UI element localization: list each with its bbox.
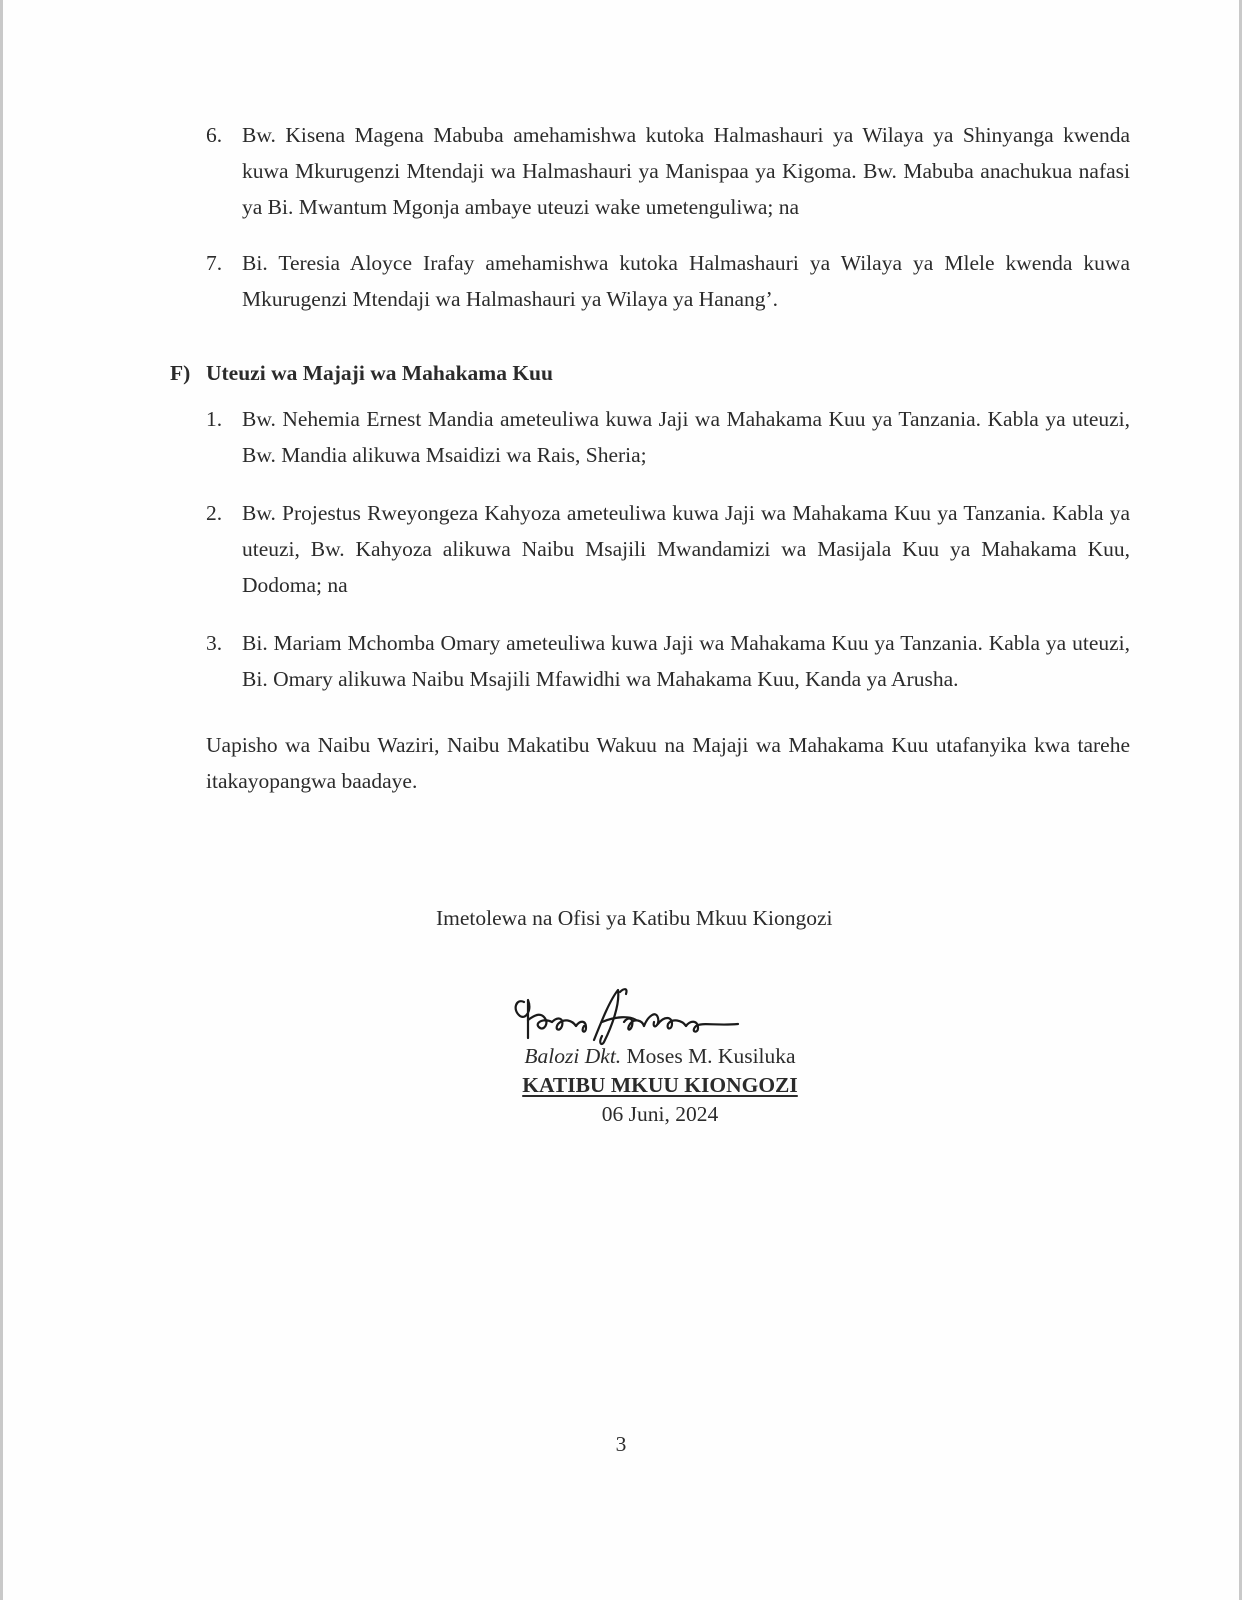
issued-by-line: Imetolewa na Ofisi ya Katibu Mkuu Kiongozi [436, 906, 833, 930]
section-f-item-3 [170, 625, 1130, 697]
list-item-number: 6. [206, 123, 223, 147]
list-item-number: 2. [206, 501, 223, 525]
list-item-number: 1. [206, 407, 223, 431]
list-item-number: 7. [206, 251, 223, 275]
page-number: 3 [615, 1432, 627, 1456]
section-letter: F) [170, 361, 191, 385]
list-item-number: 3. [206, 631, 223, 655]
list-item-text: Bi. Teresia Aloyce Irafay amehamishwa kutoka Halmashauri ya Wilaya ya Mlele kwenda kuwa Mkurugenzi Mtendaji wa Halmashauri ya Wilaya ya Hanang’. [242, 251, 1130, 311]
section-f-heading [170, 355, 1130, 391]
section-f-item-1 [170, 401, 1130, 473]
signer-honorific: Balozi Dkt. [524, 1044, 622, 1068]
signer-name: Moses M. Kusiluka [626, 1044, 796, 1068]
list-item-text: Bi. Mariam Mchomba Omary ameteuliwa kuwa Jaji wa Mahakama Kuu ya Tanzania. Kabla ya uteuzi, Bi. Omary alikuwa Naibu Msajili Mfawidhi wa Mahakama Kuu, Kanda ya Arusha. [242, 631, 1130, 691]
list-item-text: Bw. Nehemia Ernest Mandia ameteuliwa kuwa Jaji wa Mahakama Kuu ya Tanzania. Kabla ya uteuzi, Bw. Mandia alikuwa Msaidizi wa Rais, Sheria; [242, 407, 1130, 467]
signer-title: KATIBU MKUU KIONGOZI [522, 1073, 798, 1097]
list-item-text: Bw. Projestus Rweyongeza Kahyoza ameteuliwa kuwa Jaji wa Mahakama Kuu ya Tanzania. Kabla ya uteuzi, Bw. Kahyoza alikuwa Naibu Msajili Mwandamizi wa Masijala Kuu ya Mahakama Kuu, Dodoma; na [242, 501, 1130, 597]
closing-paragraph: Uapisho wa Naibu Waziri, Naibu Makatibu Wakuu na Majaji wa Mahakama Kuu utafanyika kwa tarehe itakayopangwa baadaye. [206, 733, 1130, 793]
list-item-7 [170, 245, 1130, 317]
section-title: Uteuzi wa Majaji wa Mahakama Kuu [206, 361, 553, 385]
page-edge-left [0, 0, 3, 1600]
signer-block [500, 1042, 820, 1129]
signer-name-line [500, 1042, 820, 1071]
document-body [170, 117, 1130, 799]
signature-date: 06 Juni, 2024 [601, 1102, 719, 1126]
list-item-text: Bw. Kisena Magena Mabuba amehamishwa kutoka Halmashauri ya Wilaya ya Shinyanga kwenda kuwa Mkurugenzi Mtendaji wa Halmashauri ya Manispaa ya Kigoma. Bw. Mabuba anachukua nafasi ya Bi. Mwantum Mgonja ambaye uteuzi wake umetenguliwa; na [242, 123, 1130, 219]
section-f-item-2 [170, 495, 1130, 603]
list-item-6 [170, 117, 1130, 225]
